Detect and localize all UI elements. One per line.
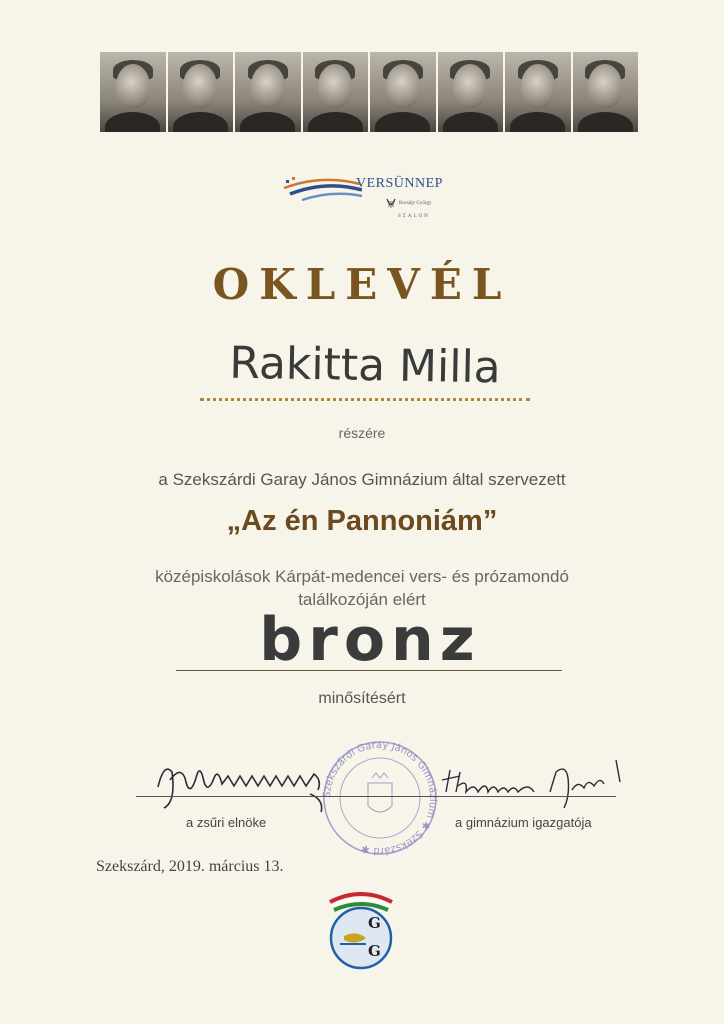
for-label: részére	[338, 425, 386, 441]
portrait	[573, 52, 639, 132]
certificate-title: OKLEVÉL	[212, 260, 512, 309]
svg-text:G: G	[368, 942, 381, 960]
recipient-dotted-line	[200, 398, 530, 401]
result-underline	[176, 670, 562, 671]
versunnep-logo	[282, 168, 452, 230]
portrait	[168, 52, 234, 132]
logo-subtitle: Bocsájy György	[386, 198, 432, 210]
portrait	[370, 52, 436, 132]
recipient-name: Rakitta Milla	[228, 337, 502, 394]
logo-title: VERSÜNNEP	[356, 176, 443, 191]
portrait	[438, 52, 504, 132]
logo-subtitle-2: SZALON	[398, 214, 430, 219]
principal-label: a gimnázium igazgatója	[455, 815, 592, 830]
poet-portrait-strip	[100, 52, 638, 132]
swoosh-icon	[282, 168, 362, 208]
organizer-text: a Szekszárdi Garay János Gimnázium által szervezett	[158, 470, 566, 489]
lyre-icon	[386, 198, 396, 210]
stamp-text: Szekszárdi Garay János Gimnázium ✱ Szekszárd ✱	[321, 739, 439, 857]
description-line-1: középiskolások Kárpát-medencei vers- és prózamondó	[155, 567, 569, 586]
portrait	[303, 52, 369, 132]
event-title: „Az én Pannoniám”	[226, 505, 498, 537]
portrait	[100, 52, 166, 132]
portrait	[235, 52, 301, 132]
svg-text:G: G	[368, 914, 381, 932]
principal-signature	[438, 752, 638, 822]
qualification-label: minősítésért	[318, 690, 406, 707]
result-handwritten: bronz	[259, 605, 481, 675]
description-line-2: találkozóján elért	[298, 590, 426, 609]
school-crest	[326, 888, 396, 972]
date-place: Szekszárd, 2019. március 13.	[96, 858, 284, 875]
jury-chair-label: a zsűri elnöke	[186, 815, 267, 830]
portrait	[505, 52, 571, 132]
jury-chair-signature	[150, 742, 340, 812]
signature-line	[136, 796, 616, 797]
